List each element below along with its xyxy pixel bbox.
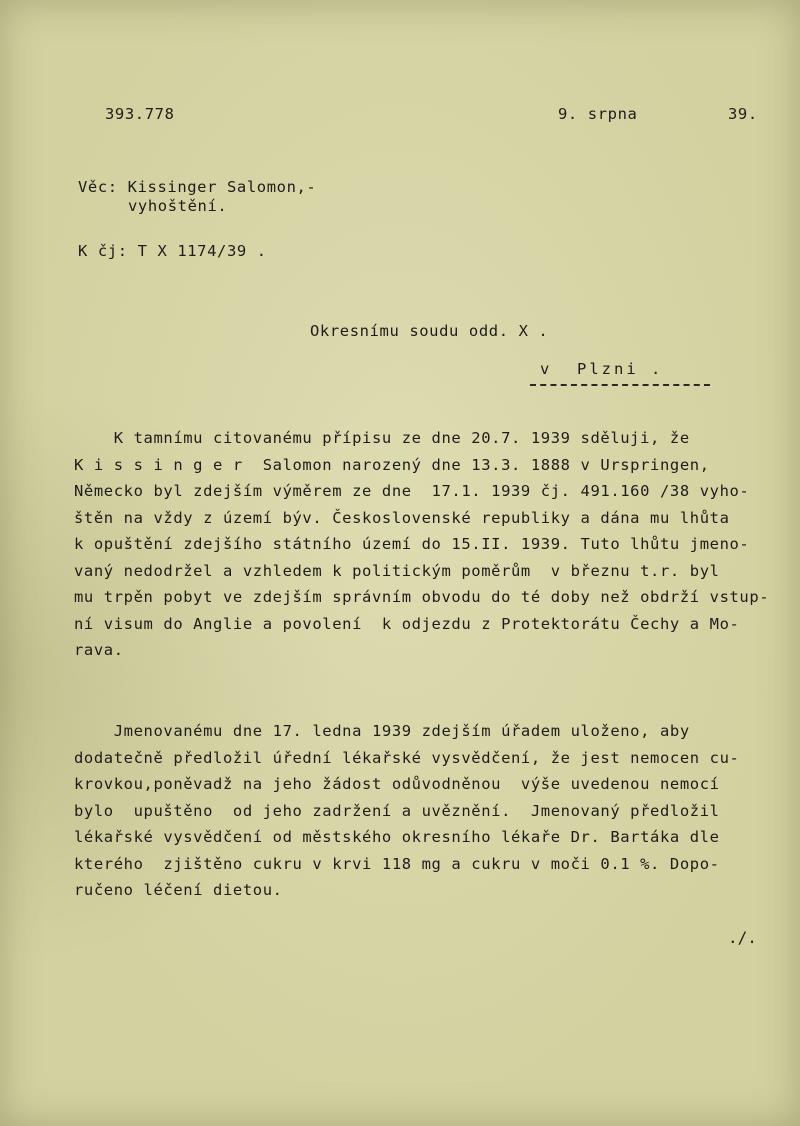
text-line: krovkou,poněvadž na jeho žádost odůvodněnou výše uvedenou nemocí xyxy=(74,775,720,793)
continuation-mark: ./. xyxy=(728,928,757,947)
text-line: Německo byl zdejším výměrem ze dne 17.1. 1939 čj. 491.160 /38 vyho- xyxy=(74,482,750,500)
text-line: Jmenovanému dne 17. ledna 1939 zdejším úřadem uloženo, aby xyxy=(74,722,690,740)
text-line: K tamnímu citovanému přípisu ze dne 20.7. 1939 sděluji, že xyxy=(74,429,690,447)
body-paragraph-1 xyxy=(74,425,774,664)
text-line: vaný nedodržel a vzhledem k politickým poměrům v březnu t.r. byl xyxy=(74,561,720,580)
letter-year: 39. xyxy=(728,105,758,123)
text-line: ručeno léčení dietou. xyxy=(74,881,283,899)
text-line: K i s s i n g e r Salomon narozený dne 13.3. 1888 v Urspringen, xyxy=(74,455,710,474)
text-line: lékařské vysvědčení od městského okresního lékaře Dr. Bartáka dle xyxy=(74,828,720,846)
text-line: k opuštění zdejšího státního území do 15.II. 1939. Tuto lhůtu jmeno- xyxy=(74,535,750,553)
addressee-court: Okresnímu soudu odd. X . xyxy=(310,322,549,340)
addressee-place: v Plzni . xyxy=(540,360,664,378)
text-line: kterého zjištěno cukru v krvi 118 mg a cukru v moči 0.1 %. Dopo- xyxy=(74,854,720,873)
subject-line-continued: vyhoštění. xyxy=(128,197,228,215)
subject-line: Věc: Kissinger Salomon,- xyxy=(78,178,317,196)
letter-date: 9. srpna xyxy=(558,105,638,123)
text-line: bylo upuštěno od jeho zadržení a uvěznění. Jmenovaný předložil xyxy=(74,801,720,820)
text-line: štěn na vždy z území býv. Československé republiky a dána mu lhůta xyxy=(74,508,730,527)
text-line: ní visum do Anglie a povolení k odjezdu z Protektorátu Čechy a Mo- xyxy=(74,614,740,633)
text-line: mu trpěn pobyt ve zdejším správním obvodu do té doby než obdrží vstup- xyxy=(74,588,770,606)
text-line: dodatečně předložil úřední lékařské vysvědčení, že jest nemocen cu- xyxy=(74,748,740,767)
reference-number: 393.778 xyxy=(105,105,175,123)
place-underline xyxy=(530,384,710,386)
text-line: rava. xyxy=(74,641,124,659)
case-number: K čj: T X 1174/39 . xyxy=(78,242,267,260)
body-paragraph-2 xyxy=(74,718,774,904)
